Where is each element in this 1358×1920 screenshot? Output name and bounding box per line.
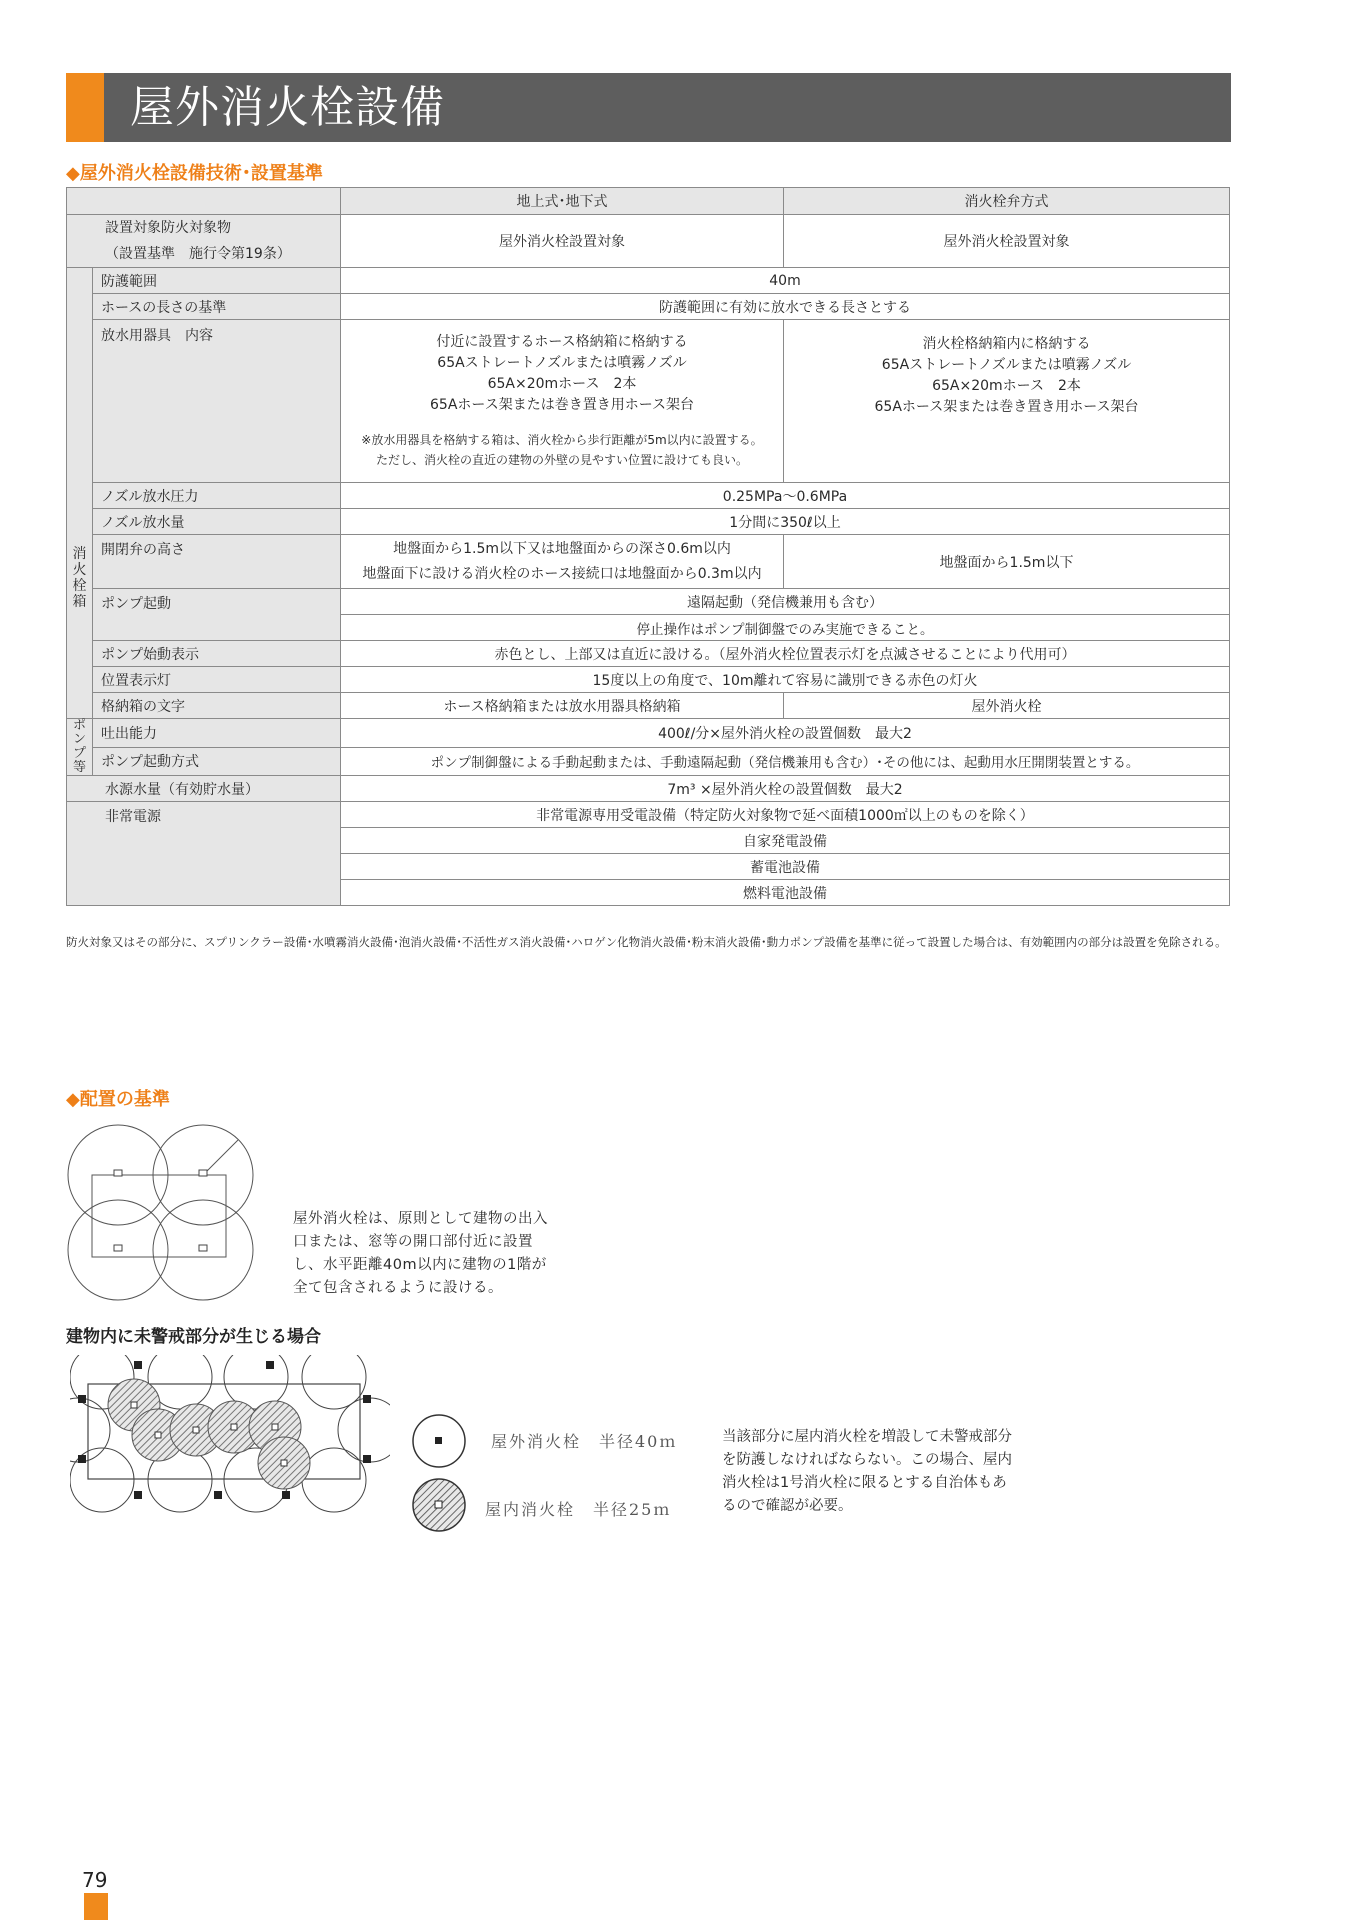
row-label-target bbox=[67, 215, 341, 268]
indoor-hydrant-marker bbox=[272, 1424, 278, 1430]
equip-a-line3: 65A×20mホース 2本 bbox=[487, 376, 637, 392]
row-label-water: 水源水量（有効貯水量） bbox=[67, 776, 341, 802]
equip-note-line1: ※放水用器具を格納する箱は、消火栓から歩行距離が5m以内に設置する。 bbox=[361, 433, 763, 447]
cell-boxtext-b: 屋外消火栓 bbox=[784, 693, 1230, 719]
row-label-discharge: 吐出能力 bbox=[93, 719, 341, 748]
table-row bbox=[67, 747, 1230, 776]
equip-a-line2: 65Aストレートノズルまたは噴霧ノズル bbox=[437, 355, 687, 371]
page-number: 79 bbox=[82, 1868, 108, 1892]
row-label-poslamp: 位置表示灯 bbox=[93, 667, 341, 693]
indoor-hydrant-marker bbox=[231, 1424, 237, 1430]
cell-equip-a bbox=[341, 320, 784, 483]
radius-line bbox=[203, 1140, 238, 1175]
outdoor-hydrant-circle bbox=[70, 1398, 110, 1462]
hydrant-marker bbox=[134, 1491, 142, 1499]
equip-b-line4: 65Aホース架または巻き置き用ホース架台 bbox=[874, 399, 1139, 415]
cell-target-a: 屋外消火栓設置対象 bbox=[341, 215, 784, 268]
placement-paragraph: 屋外消火栓は、原則として建物の出入口または、窓等の開口部付近に設置し、水平距離40m以内に建物の1階が全て包含されるように設ける。 bbox=[293, 1211, 548, 1296]
equip-b-line1: 消火栓格納箱内に格納する bbox=[922, 336, 1091, 352]
hydrant-marker bbox=[363, 1395, 371, 1403]
outdoor-hydrant-circle bbox=[338, 1398, 390, 1462]
hydrant-marker bbox=[114, 1170, 122, 1176]
row-label-pumpdisp: ポンプ始動表示 bbox=[93, 641, 341, 667]
cell-power-2: 自家発電設備 bbox=[341, 828, 1230, 854]
cell-power-3: 蓄電池設備 bbox=[341, 854, 1230, 880]
hydrant-marker bbox=[78, 1455, 86, 1463]
cell-pumpdisp: 赤色とし、上部又は直近に設ける。（屋外消火栓位置表示灯を点滅させることにより代用可） bbox=[341, 641, 1230, 667]
cell-discharge: 400ℓ/分×屋外消火栓の設置個数 最大2 bbox=[341, 719, 1230, 748]
cell-valve-b: 地盤面から1.5m以下 bbox=[784, 535, 1230, 589]
table-row bbox=[67, 483, 1230, 509]
hydrant-marker bbox=[199, 1245, 207, 1251]
indoor-hydrant-marker bbox=[155, 1432, 161, 1438]
cell-poslamp: 15度以上の角度で、10m離れて容易に識別できる赤色の灯火 bbox=[341, 667, 1230, 693]
header-col-valve: 消火栓弁方式 bbox=[784, 188, 1230, 215]
cell-range: 40m bbox=[341, 268, 1230, 294]
legend-outdoor-label: 屋外消火栓 半径40ｍ bbox=[491, 1432, 678, 1451]
cell-target-b: 屋外消火栓設置対象 bbox=[784, 215, 1230, 268]
group-box-text: 消火栓箱 bbox=[72, 546, 87, 610]
table-header-row bbox=[67, 188, 1230, 215]
cell-hose: 防護範囲に有効に放水できる長さとする bbox=[341, 294, 1230, 320]
table-row bbox=[67, 294, 1230, 320]
hydrant-marker bbox=[134, 1361, 142, 1369]
placement-diagram bbox=[62, 1118, 270, 1318]
table-row bbox=[67, 719, 1230, 748]
outdoor-hydrant-legend-icon bbox=[411, 1413, 467, 1469]
header-blank bbox=[67, 188, 341, 215]
table-row bbox=[67, 509, 1230, 535]
cell-power-4: 燃料電池設備 bbox=[341, 880, 1230, 906]
exemption-footnote: 防火対象又はその部分に、スプリンクラー設備･水噴霧消火設備･泡消火設備･不活性ガス消火設備･ハロゲン化物消火設備･粉末消火設備･動力ポンプ設備を基準に従って設置した場合は、有効範囲内の部分は設置を免除される。 bbox=[66, 935, 1227, 949]
indoor-hydrant-marker bbox=[281, 1460, 287, 1466]
hydrant-marker bbox=[266, 1361, 274, 1369]
table-row bbox=[67, 268, 1230, 294]
hydrant-marker bbox=[78, 1395, 86, 1403]
hydrant-marker bbox=[114, 1245, 122, 1251]
header-col-underground: 地上式･地下式 bbox=[341, 188, 784, 215]
table-row bbox=[67, 641, 1230, 667]
row-label-pumpmethod: ポンプ起動方式 bbox=[93, 747, 341, 776]
hydrant-marker bbox=[363, 1455, 371, 1463]
equip-a-line4: 65Aホース架または巻き置き用ホース架台 bbox=[430, 397, 694, 413]
group-label-box bbox=[67, 268, 93, 719]
cell-flow: 1分間に350ℓ以上 bbox=[341, 509, 1230, 535]
row-label-pressure: ノズル放水圧力 bbox=[93, 483, 341, 509]
row-label-pumpstart: ポンプ起動 bbox=[93, 589, 341, 641]
table-row bbox=[67, 320, 1230, 483]
cell-valve-a bbox=[341, 535, 784, 589]
table-row bbox=[67, 667, 1230, 693]
target-label-line2: （設置基準 施行令第19条） bbox=[105, 246, 291, 262]
equip-b-line3: 65A×20mホース 2本 bbox=[932, 378, 1081, 394]
equip-note-line2: ただし、消火栓の直近の建物の外壁の見やすい位置に設けても良い。 bbox=[375, 453, 748, 467]
page-tab bbox=[84, 1893, 108, 1920]
cell-power-1: 非常電源専用受電設備（特定防火対象物で延べ面積1000㎡以上のものを除く） bbox=[341, 802, 1230, 828]
cell-water: 7m³ ×屋外消火栓の設置個数 最大2 bbox=[341, 776, 1230, 802]
indoor-hydrant-marker bbox=[131, 1402, 137, 1408]
outdoor-hydrant-circle bbox=[302, 1448, 366, 1512]
cell-pumpstart-2: 停止操作はポンプ制御盤でのみ実施できること。 bbox=[341, 615, 1230, 641]
row-label-range: 防護範囲 bbox=[93, 268, 341, 294]
target-label-line1: 設置対象防火対象物 bbox=[105, 220, 231, 236]
valve-a-line2: 地盤面下に設ける消火栓のホース接続口は地盤面から0.3m以内 bbox=[362, 565, 762, 582]
uncovered-area-paragraph: 当該部分に屋内消火栓を増設して未警戒部分を防護しなければならない。この場合、屋内消火栓は1号消火栓に限るとする自治体もあるので確認が必要。 bbox=[722, 1429, 1012, 1514]
row-label-valve: 開閉弁の高さ bbox=[93, 535, 341, 589]
cell-pumpmethod: ポンプ制御盤による手動起動または、手動遠隔起動（発信機兼用も含む）･その他には、起動用水圧開閉装置とする。 bbox=[341, 747, 1230, 776]
table-row bbox=[67, 802, 1230, 828]
hydrant-marker bbox=[282, 1491, 290, 1499]
legend-indoor-label: 屋内消火栓 半径25ｍ bbox=[485, 1500, 672, 1519]
row-label-hose: ホースの長さの基準 bbox=[93, 294, 341, 320]
cell-pumpstart-1: 遠隔起動（発信機兼用も含む） bbox=[341, 589, 1230, 615]
title-accent bbox=[66, 73, 104, 142]
uncovered-area-heading: 建物内に未警戒部分が生じる場合 bbox=[66, 1327, 321, 1347]
row-label-flow: ノズル放水量 bbox=[93, 509, 341, 535]
cell-boxtext-a: ホース格納箱または放水用器具格納箱 bbox=[341, 693, 784, 719]
row-label-equip: 放水用器具 内容 bbox=[93, 320, 341, 483]
spec-table bbox=[66, 187, 1230, 906]
table-row bbox=[67, 535, 1230, 589]
valve-a-line1: 地盤面から1.5m以下又は地盤面からの深さ0.6m以内 bbox=[393, 540, 731, 557]
equip-a-line1: 付近に設置するホース格納箱に格納する bbox=[436, 334, 688, 350]
row-label-power: 非常電源 bbox=[67, 802, 341, 906]
indoor-hydrant-marker bbox=[193, 1427, 199, 1433]
indoor-hydrant-legend-icon bbox=[411, 1477, 467, 1533]
table-row bbox=[67, 693, 1230, 719]
table-row bbox=[67, 589, 1230, 615]
table-row bbox=[67, 215, 1230, 268]
cell-pressure: 0.25MPa～0.6MPa bbox=[341, 483, 1230, 509]
uncovered-area-diagram bbox=[70, 1355, 390, 1535]
cell-equip-b bbox=[784, 320, 1230, 483]
group-pump-text: ポンプ等 bbox=[72, 718, 86, 775]
hydrant-marker bbox=[214, 1491, 222, 1499]
page-title: 屋外消火栓設備 bbox=[130, 82, 445, 133]
equip-a-note bbox=[345, 430, 779, 470]
group-label-pump bbox=[67, 719, 93, 776]
section-heading-standards: ◆屋外消火栓設備技術･設置基準 bbox=[66, 163, 323, 184]
table-row bbox=[67, 776, 1230, 802]
row-label-boxtext: 格納箱の文字 bbox=[93, 693, 341, 719]
equip-b-line2: 65Aストレートノズルまたは噴霧ノズル bbox=[881, 357, 1132, 373]
hydrant-marker bbox=[199, 1170, 207, 1176]
section-heading-placement: ◆配置の基準 bbox=[66, 1089, 170, 1110]
